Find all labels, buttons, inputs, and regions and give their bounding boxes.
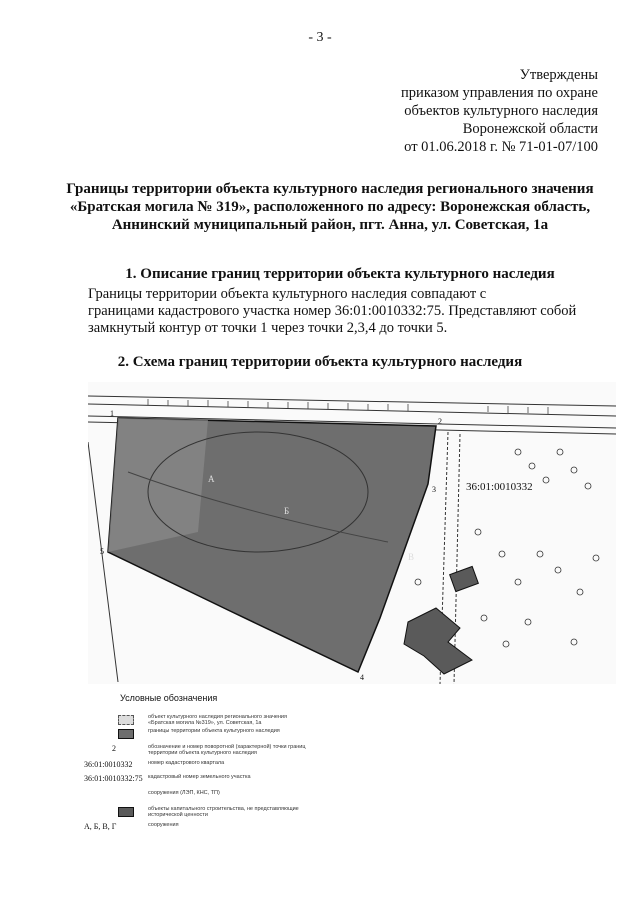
point-label: 3	[432, 485, 436, 494]
boundary-map	[88, 382, 616, 684]
section1-heading: 1. Описание границ территории объекта культурного наследия	[125, 266, 555, 282]
paragraph-line: границами кадастрового участка номер 36:01:0010332:75. Представляют собой	[88, 303, 577, 319]
legend-item	[84, 760, 324, 774]
approval-stamp	[298, 66, 598, 156]
legend-item	[84, 774, 324, 788]
zone-label: Б	[284, 506, 290, 516]
legend-item	[84, 790, 324, 804]
legend-text: объект культурного наследия регионального значения «Братская могила №319», ул. Советская, 1а	[148, 714, 287, 726]
legend-text: сооружения	[148, 822, 179, 828]
section1-paragraph	[88, 286, 610, 337]
page-number: - 3 -	[308, 30, 332, 45]
legend-text: кадастровый номер земельного участка	[148, 774, 251, 780]
legend-symbol: 2	[112, 744, 116, 753]
legend-item	[84, 744, 324, 758]
point-label: 4	[360, 673, 364, 682]
legend-item	[84, 822, 324, 836]
legend-symbol: 36:01:0010332	[84, 760, 133, 769]
approval-line: объектов культурного наследия	[404, 103, 598, 119]
zone-label: В	[408, 552, 415, 562]
legend-symbol: А, Б, В, Г	[84, 822, 117, 831]
approval-line: приказом управления по охране	[401, 85, 598, 101]
point-label: 5	[100, 547, 104, 556]
point-label: 2	[438, 417, 442, 426]
zone-label: А	[208, 474, 215, 484]
legend-text: номер кадастрового квартала	[148, 760, 225, 766]
point-label: 1	[110, 409, 114, 418]
legend-item	[84, 806, 324, 820]
legend-text: обозначение и номер поворотной (характерной) точки границ территории объекта культурного наследия	[148, 744, 306, 756]
legend-item	[84, 714, 324, 728]
approval-line: от 01.06.2018 г. № 71-01-07/100	[404, 139, 598, 155]
quarter-label: 36:01:0010332	[466, 481, 533, 493]
legend-title: Условные обозначения	[120, 693, 218, 703]
section2-heading: 2. Схема границ территории объекта культурного наследия	[117, 354, 523, 370]
legend-item	[84, 728, 324, 742]
approval-line: Воронежской области	[462, 121, 598, 137]
legend-symbol: 36:01:0010332:75	[84, 774, 143, 783]
legend-text: объекты капитального строительства, не представляющие исторической ценности	[148, 806, 299, 818]
paragraph-line: замкнутый контур от точки 1 через точки 2,3,4 до точки 5.	[88, 320, 448, 336]
legend-text: сооружения (ЛЭП, КНС, ТП)	[148, 790, 220, 796]
document-title: Границы территории объекта культурного наследия регионального значения «Братская могила № 319», расположенного по адресу: Воронежская область, Аннинский муниципальный район, пгт. Анна, ул. Советская, 1а	[66, 181, 594, 233]
legend-text: границы территории объекта культурного наследия	[148, 728, 280, 734]
approval-line: Утверждены	[519, 67, 598, 83]
paragraph-line: Границы территории объекта культурного наследия совпадают с	[88, 286, 487, 302]
